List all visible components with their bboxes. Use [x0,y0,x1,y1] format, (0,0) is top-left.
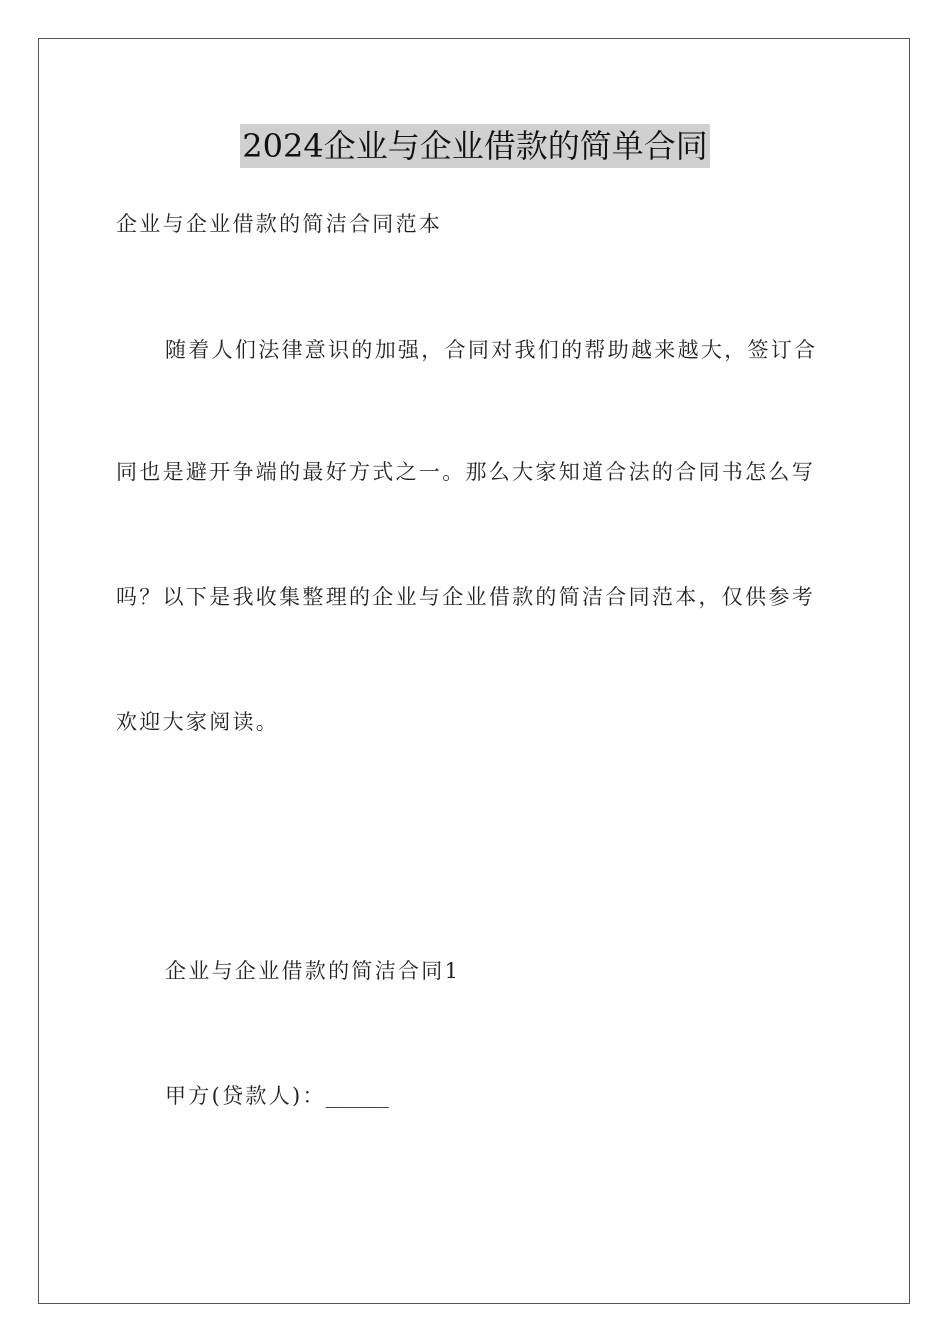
intro-line-2: 同也是避开争端的最好方式之一。那么大家知道合法的合同书怎么写 [116,460,815,484]
title-container [0,124,950,168]
document-title: 2024企业与企业借款的简单合同 [240,124,709,168]
section-heading: 企业与企业借款的简洁合同1 [165,959,461,983]
intro-line-4: 欢迎大家阅读。 [116,710,280,734]
party-a-label: 甲方(贷款人)： [165,1084,326,1108]
document-subtitle: 企业与企业借款的简洁合同范本 [116,212,443,236]
party-a-line [165,1081,389,1111]
intro-line-1: 随着人们法律意识的加强，合同对我们的帮助越来越大，签订合 [165,338,818,362]
intro-line-3: 吗？以下是我收集整理的企业与企业借款的简洁合同范本，仅供参考 [116,585,815,609]
party-a-blank: ______ [325,1084,389,1108]
